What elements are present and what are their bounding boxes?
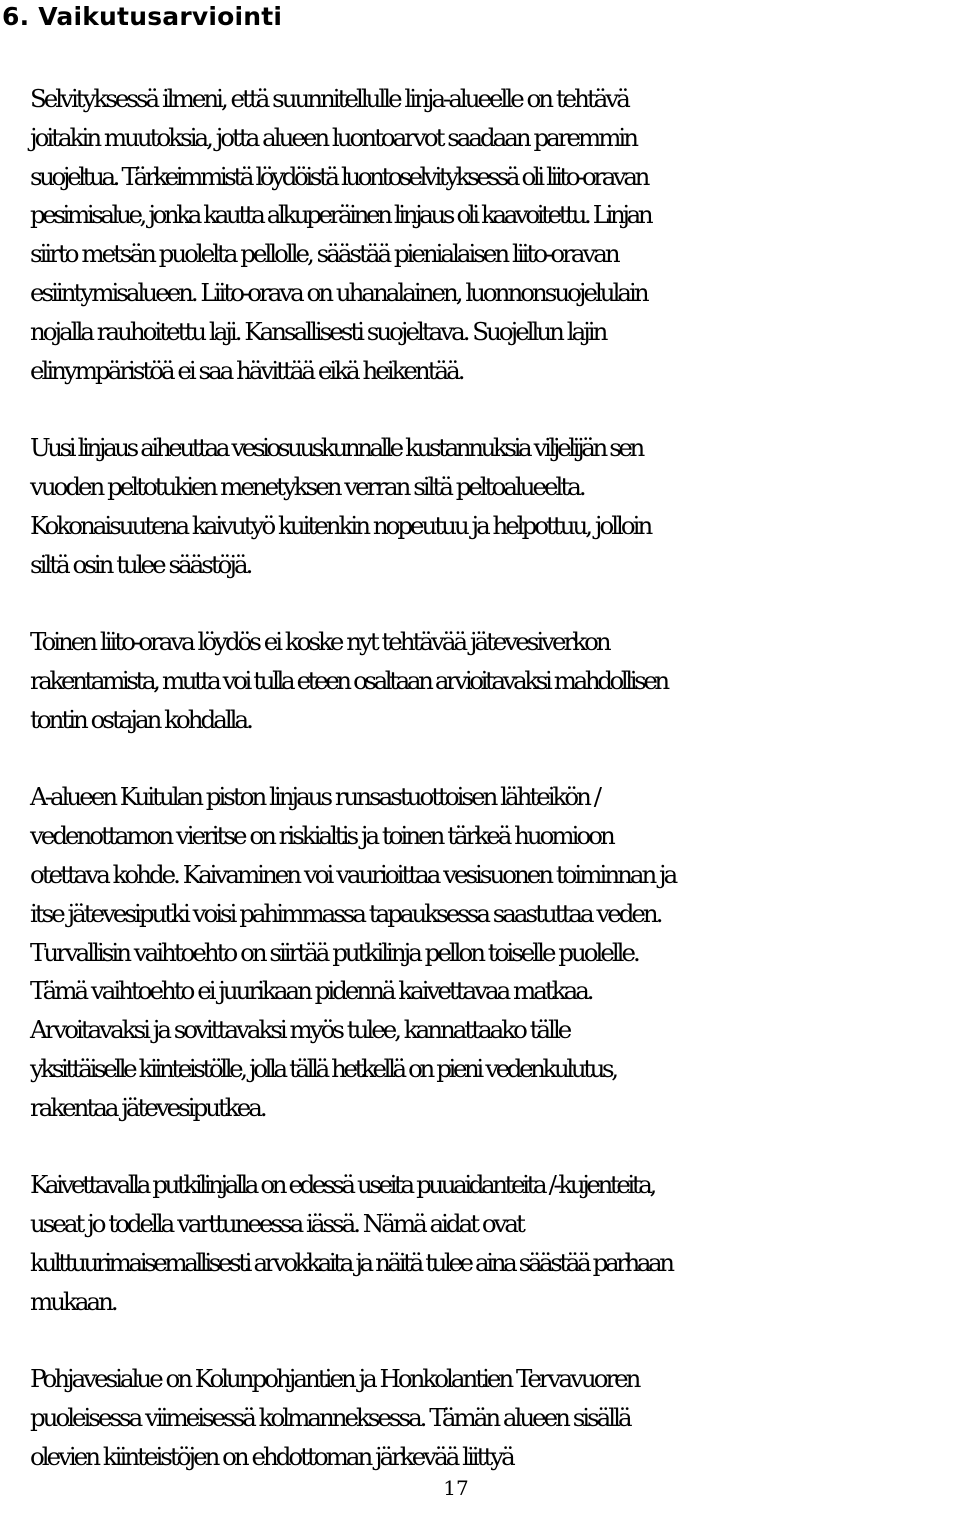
text-line: puoleisessa viimeisessä kolmanneksessa. Tämän alueen sisällä: [30, 1403, 630, 1433]
text-line: vedenottamon vieritse on riskialtis ja toinen tärkeä huomioon: [30, 821, 613, 851]
page-number: 17: [443, 1476, 469, 1500]
text-line: otettava kohde. Kaivaminen voi vaurioittaa vesisuonen toiminnan ja: [30, 859, 676, 889]
text-line: Kokonaisuutena kaivutyö kuitenkin nopeutuu ja helpottuu, jolloin: [30, 510, 651, 540]
paragraph-tree-rows: [30, 1166, 960, 1321]
text-line: Uusi linjaus aiheuttaa vesiosuuskunnalle kustannuksia viljelijän sen: [30, 433, 642, 463]
text-line: A-alueen Kuitulan piston linjaus runsastuottoisen lähteikön /: [30, 782, 599, 812]
section-heading: 6. Vaikutusarviointi: [2, 2, 283, 31]
text-line: useat jo todella varttuneessa iässä. Nämä aidat ovat: [30, 1209, 523, 1239]
paragraph-nature-survey: [30, 80, 960, 390]
text-line: Arvoitavaksi ja sovittavaksi myös tulee, kannattaako tälle: [30, 1015, 570, 1045]
text-line: mukaan.: [30, 1286, 116, 1316]
text-line: vuoden peltotukien menetyksen verran siltä peltoalueelta.: [30, 471, 584, 501]
text-line: elinympäristöä ei saa hävittää eikä heikentää.: [30, 355, 463, 385]
text-line: Toinen liito-orava löydös ei koske nyt tehtävää jätevesiverkon: [30, 627, 609, 657]
paragraph-groundwater: [30, 1360, 960, 1476]
text-line: siirto metsän puolelta pellolle, säästää pienialaisen liito-oravan: [30, 239, 618, 269]
text-line: olevien kiinteistöjen on ehdottoman järkevää liittyä: [30, 1441, 513, 1471]
text-line: rakentaa jätevesiputkea.: [30, 1092, 265, 1122]
paragraph-water-source: [30, 778, 960, 1127]
text-line: rakentamista, mutta voi tulla eteen osaltaan arvioitavaksi mahdollisen: [30, 665, 667, 695]
text-line: kulttuurimaisemallisesti arvokkaita ja näitä tulee aina säästää parhaan: [30, 1247, 672, 1277]
paragraph-costs: [30, 429, 960, 584]
text-line: esiintymisalueen. Liito-orava on uhanalainen, luonnonsuojelulain: [30, 277, 647, 307]
text-line: yksittäiselle kiinteistölle, jolla tällä hetkellä on pieni vedenkulutus,: [30, 1053, 616, 1083]
text-line: Kaivettavalla putkilinjalla on edessä useita puuaidanteita /-kujenteita,: [30, 1170, 654, 1200]
text-line: siltä osin tulee säästöjä.: [30, 549, 251, 579]
text-line: suojeltua. Tärkeimmistä löydöistä luontoselvityksessä oli liito-oravan: [30, 161, 647, 191]
paragraph-second-finding: [30, 623, 960, 739]
text-line: Tämä vaihtoehto ei juurikaan pidennä kaivettavaa matkaa.: [30, 976, 592, 1006]
text-line: joitakin muutoksia, jotta alueen luontoarvot saadaan paremmin: [30, 122, 637, 152]
text-line: Selvityksessä ilmeni, että suunnitellulle linja-alueelle on tehtävä: [30, 84, 628, 113]
text-line: Turvallisin vaihtoehto on siirtää putkilinja pellon toiselle puolelle.: [30, 937, 638, 967]
text-line: tontin ostajan kohdalla.: [30, 704, 251, 734]
document-body: [30, 80, 960, 1515]
text-line: nojalla rauhoitettu laji. Kansallisesti suojeltava. Suojellun lajin: [30, 316, 606, 346]
text-line: pesimisalue, jonka kautta alkuperäinen linjaus oli kaavoitettu. Linjan: [30, 200, 651, 230]
text-line: Pohjavesialue on Kolunpohjantien ja Honkolantien Tervavuoren: [30, 1364, 639, 1394]
text-line: itse jätevesiputki voisi pahimmassa tapauksessa saastuttaa veden.: [30, 898, 661, 928]
